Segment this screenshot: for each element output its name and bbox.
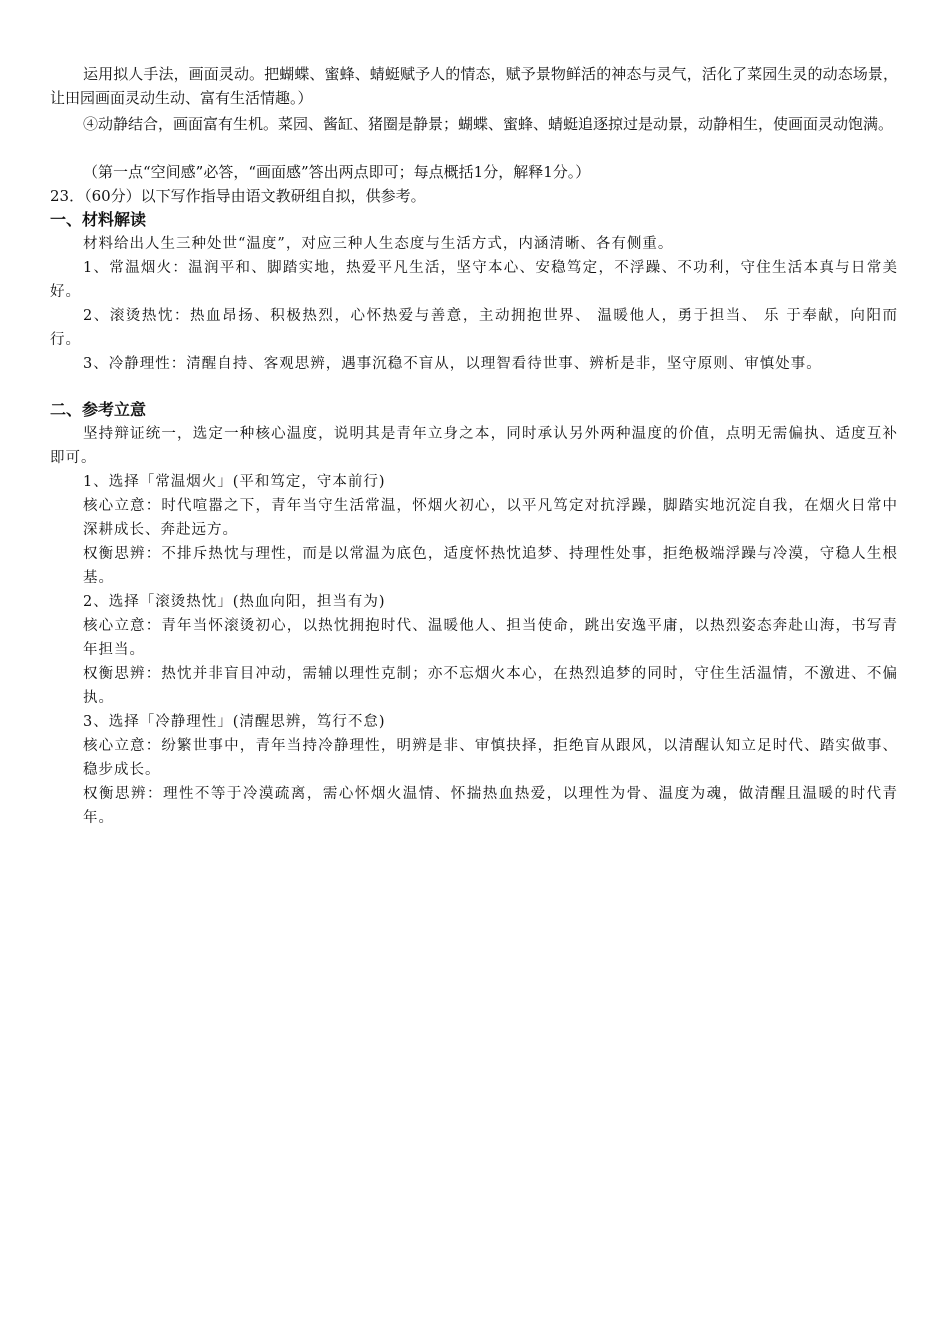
scoring-note: （第一点“空间感”必答，“画面感”答出两点即可；每点概括1分，解释1分。） bbox=[83, 163, 591, 181]
analysis-paragraph-motion-stillness: ④动静结合，画面富有生机。菜园、酱缸、猪圈是静景；蝴蝶、蜜蜂、蜻蜓追逐掠过是动景，动静相生，使画面灵动饱满。 bbox=[83, 115, 894, 133]
option-3-core-theme: 核心立意：纷繁世事中，青年当持冷静理性，明辨是非、审慎抉择，拒绝盲从跟风，以清醒认知立足时代、踏实做事、稳步成长。 bbox=[83, 738, 898, 778]
section-heading-material-reading: 一、材料解读 bbox=[50, 210, 147, 229]
option-1-core-theme: 核心立意：时代喧嚣之下，青年当守生活常温，怀烟火初心，以平凡笃定对抗浮躁，脚踏实地沉淀自我，在烟火日常中深耕成长、奔赴远方。 bbox=[83, 498, 898, 538]
option-1-title: 1、选择「常温烟火」(平和笃定，守本前行) bbox=[83, 474, 386, 490]
material-item-calm-reason: 3、冷静理性：清醒自持、客观思辨，遇事沉稳不盲从，以理智看待世事、辨析是非，坚守原则、审慎处事。 bbox=[83, 356, 822, 372]
material-item-fervent-passion: 2、滚烫热忱：热血昂扬、积极热烈，心怀热爱与善意，主动拥抱世界、 温暖他人，勇于担当、 乐 于奉献，向阳而行。 bbox=[50, 308, 898, 348]
question-23-intro: 23．（60分）以下写作指导由语文教研组自拟，供参考。 bbox=[50, 187, 426, 205]
option-2-balance: 权衡思辨：热忱并非盲目冲动，需辅以理性克制；亦不忘烟火本心，在热烈追梦的同时，守住生活温情，不激进、不偏执。 bbox=[83, 666, 898, 706]
reference-themes-lead: 坚持辩证统一，选定一种核心温度，说明其是青年立身之本，同时承认另外两种温度的价值，点明无需偏执、适度互补即可。 bbox=[50, 426, 898, 466]
section-heading-reference-themes: 二、参考立意 bbox=[50, 400, 147, 419]
analysis-paragraph-personification: 运用拟人手法，画面灵动。把蝴蝶、蜜蜂、蜻蜓赋予人的情态，赋予景物鲜活的神态与灵气，活化了菜园生灵的动态场景，让田园画面灵动生动、富有生活情趣。） bbox=[50, 65, 898, 107]
option-3-title: 3、选择「冷静理性」(清醒思辨，笃行不怠) bbox=[83, 714, 386, 730]
material-reading-lead: 材料给出人生三种处世“温度”，对应三种人生态度与生活方式，内涵清晰、各有侧重。 bbox=[83, 236, 674, 252]
option-1-balance: 权衡思辨：不排斥热忱与理性，而是以常温为底色，适度怀热忱追梦、持理性处事，拒绝极端浮躁与冷漠，守稳人生根基。 bbox=[83, 546, 898, 586]
option-3-balance: 权衡思辨：理性不等于冷漠疏离，需心怀烟火温情、怀揣热血热爱，以理性为骨、温度为魂，做清醒且温暖的时代青年。 bbox=[83, 786, 898, 826]
option-2-title: 2、选择「滚烫热忱」(热血向阳，担当有为) bbox=[83, 594, 386, 610]
material-item-everyday-warmth: 1、常温烟火：温润平和、脚踏实地，热爱平凡生活，坚守本心、安稳笃定，不浮躁、不功利，守住生活本真与日常美好。 bbox=[50, 260, 898, 300]
option-2-core-theme: 核心立意：青年当怀滚烫初心，以热忱拥抱时代、温暖他人、担当使命，跳出安逸平庸，以热烈姿态奔赴山海，书写青年担当。 bbox=[83, 618, 898, 658]
